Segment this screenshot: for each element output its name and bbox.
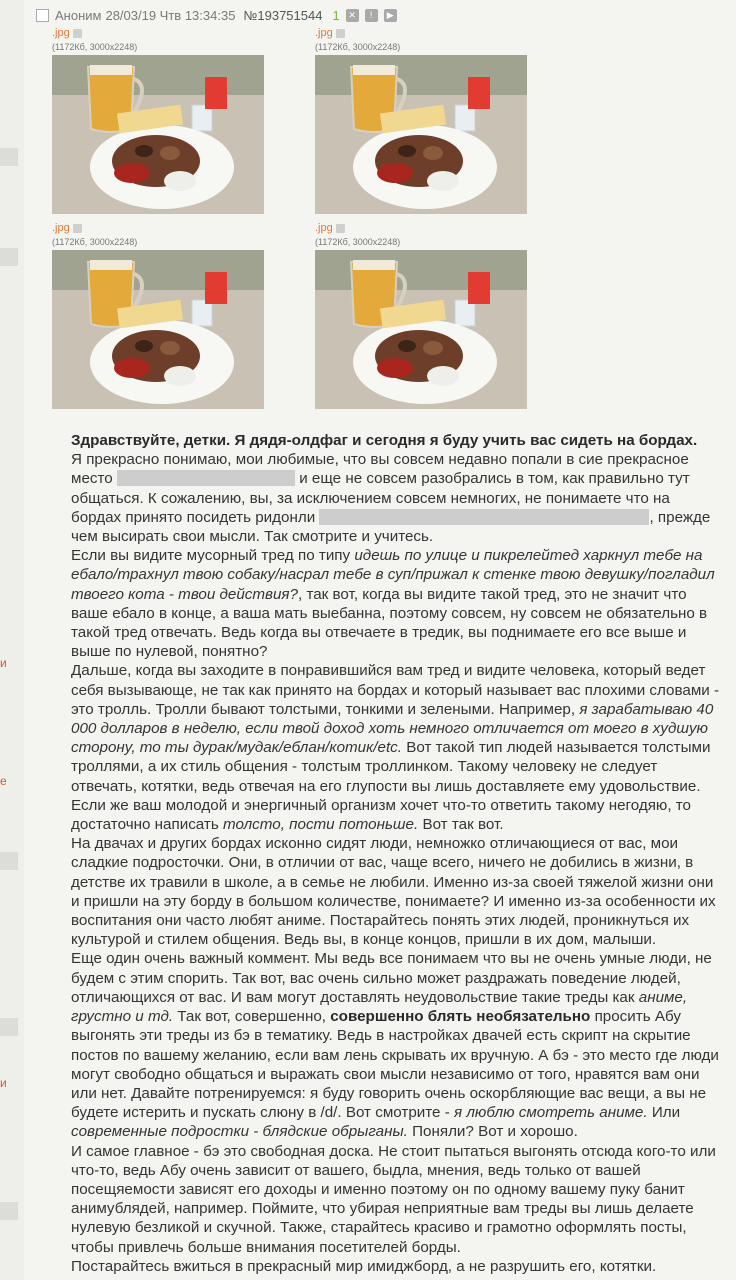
food-photo-image [315, 250, 527, 409]
text-span: прежде чем высирать свои мысли. Так смотрите и учитесь. [71, 508, 711, 546]
attachment [52, 222, 264, 409]
italic-text: современные подростки - блядские обрыганы. [71, 1123, 408, 1141]
post-date: 28/03/19 Чтв 13:34:35 [105, 7, 236, 23]
left-block [0, 852, 18, 870]
attachment-meta: (1172Кб, 3000x2248) [315, 42, 401, 52]
italic-text: я люблю смотреть аниме. [454, 1104, 648, 1122]
search-image-icon[interactable] [73, 224, 82, 233]
post-select-checkbox[interactable] [36, 9, 49, 22]
post-author: Аноним [55, 7, 102, 23]
food-photo-image [52, 55, 264, 214]
post [24, 0, 736, 1280]
text-span: Так вот, совершенно, [177, 1008, 326, 1026]
hide-post-icon[interactable]: ✕ [346, 9, 359, 22]
food-photo-image [315, 55, 527, 214]
left-block [0, 248, 18, 266]
bold-text: совершенно блять необязательно [330, 1008, 591, 1026]
attachment [315, 27, 527, 214]
attachment-filename[interactable]: .jpg [52, 222, 70, 234]
left-fragment-text: и [0, 1076, 7, 1090]
expand-arrow-icon[interactable]: ▶ [384, 9, 397, 22]
attachment-meta: (1172Кб, 3000x2248) [52, 237, 138, 247]
search-image-icon[interactable] [73, 29, 82, 38]
italic-text: я зарабатываю 40 000 долларов в неделю, если твой доход хоть немного отличается от моего в худшую сторону, то ты дурак/мудак/еблан/котик/etc. [71, 700, 714, 757]
left-block [0, 148, 18, 166]
post-header [36, 7, 397, 23]
italic-text: толсто, пости потоньше. [223, 816, 419, 834]
italic-text: аниме, грустно и тд. [71, 988, 688, 1026]
attachment-thumbnail[interactable] [52, 55, 264, 214]
attachment-thumbnail[interactable] [52, 250, 264, 409]
attachment-thumbnail[interactable] [315, 250, 527, 409]
post-paragraph [71, 949, 721, 1141]
attachment-meta: (1172Кб, 3000x2248) [315, 237, 401, 247]
left-fragment-text: и [0, 656, 7, 670]
attachment-filename[interactable]: .jpg [315, 222, 333, 234]
text-span: и еще не совсем разобрались в том, как правильно тут общаться. К сожалению, вы, за исключением совсем немногих, не понимаете что на бордах принято посидеть ридонли [71, 470, 690, 526]
left-column-fragment [0, 0, 24, 1280]
attachment-meta: (1172Кб, 3000x2248) [52, 42, 138, 52]
post-paragraph [71, 546, 721, 661]
attachment [52, 27, 264, 214]
report-icon[interactable]: ! [365, 9, 378, 22]
attachment-filename[interactable]: .jpg [315, 27, 333, 39]
spoiler[interactable] [117, 470, 295, 486]
search-image-icon[interactable] [336, 224, 345, 233]
italic-text: идешь по улице и пикрелейтед харкнул тебе на ебало/трахнул твою собаку/насрал тебе в суп/прижал к стенке твою девушку/погладил твоего кота - твои действия? [71, 547, 715, 603]
text-span: Поняли? Вот и хорошо. [412, 1123, 578, 1141]
reply-count[interactable]: 1 [332, 7, 340, 23]
text-span: Или [651, 1104, 681, 1122]
post-paragraph [71, 661, 721, 834]
post-paragraph: Постарайтесь вжиться в прекрасный мир имиджборд, а не разрушить его, котятки. [71, 1257, 657, 1275]
text-span: Если вы видите мусорный тред по типу [71, 547, 351, 565]
text-span: , [649, 508, 654, 526]
search-image-icon[interactable] [336, 29, 345, 38]
text-span: Вот так вот. [422, 816, 504, 834]
left-fragment-text: е [0, 774, 7, 788]
post-paragraph [71, 450, 721, 546]
text-span: , так вот, когда вы видите такой тред, это не значит что ваше ебало в конце, а ваша мать выебанна, поэтому совсем, ну совсем не обязательно в такой тред отвечать. Ведь когда вы отвечаете в тредик, вы поднимаете его все выше и выше по нулевой, понятно? [71, 585, 708, 661]
text-span: Вот такой тип людей называется толстыми троллями, а их стиль общения - толстым троллинком. Такому человеку не следует отвечать, котятки, ведь отвечая на его глупости вы лишь доставляете ему удовольствие. Если же ваш молодой и энергичный организм хочет что-то ответить такому негодяю, то достаточно написать [71, 739, 711, 834]
attachment [315, 222, 527, 409]
attachment-filename[interactable]: .jpg [52, 27, 70, 39]
text-span: просить Абу выгонять эти треды из бэ в тематику. Ведь в настройках двачей есть скрипт на скрытие постов по вашему желанию, если вам лень скрывать их вручную. А бэ - это место где люди могут свободно общаться и выражать свои мысли независимо от того, нравятся вам они или нет. Давайте потренируемся: я буду говорить очень оскорбляющие вас вещи, а вы не будете истерить и пускать слюну в /d/. Вот смотрите - [71, 1008, 719, 1122]
post-paragraph: На двачах и других бордах исконно сидят люди, немножко отличающиеся от вас, мои сладкие подросточки. Они, в отличии от вас, чаще всего, ничего не добились в жизни, в детстве их травили в школе, а в семье не любили. Именно из-за своей тяжелой жизни они и пришли на эту борду в большом количестве, понимаете? И именно из-за особенности их воспитания они часто любят аниме. Постарайтесь понять этих людей, проникнуться их культурой и стилем общения. Ведь вы, в конце концов, пришли в их дом, малыши. [71, 835, 716, 949]
post-heading: Здравствуйте, детки. Я дядя-олдфаг и сегодня я буду учить вас сидеть на бордах. [71, 432, 698, 449]
spoiler[interactable] [319, 509, 649, 525]
attachment-thumbnail[interactable] [315, 55, 527, 214]
post-body [71, 431, 721, 1276]
left-block [0, 1018, 18, 1036]
left-block [0, 1202, 18, 1220]
text-span: Я прекрасно понимаю, мои любимые, что вы совсем недавно попали в сие прекрасное место [71, 451, 689, 488]
post-number-link[interactable]: №193751544 [243, 7, 323, 23]
text-span: Дальше, когда вы заходите в понравившийся вам тред и видите человека, который ведет себя вызывающе, не так как принято на бордах и который называет вас плохими словами - это тролль. Тролли бывают толстыми, тонкими и зелеными. Например, [71, 662, 720, 718]
text-span: Еще один очень важный коммент. Мы ведь все понимаем что вы не очень умные люди, не будем с этим спорить. Так вот, вас очень сильно может раздражать поведение людей, отличающихся от вас. И вам могут доставлять неудовольствие такие треды как [71, 950, 712, 1006]
post-paragraph [71, 431, 721, 450]
post-paragraph: И самое главное - бэ это свободная доска. Не стоит пытаться выгонять отсюда кого-то или что-то, ведь Абу очень зависит от вашего, быдла, мнения, ведь только от вашей посещяемости зависят его доходы и именно поэтому он по одному вашему пуку банит анимублядей, например. Поймите, что убирая неприятные вам треды вы лишь делаете нулевую безликой и скучной. Также, старайтесь красиво и грамотно оформлять посты, чтобы привлечь больше внимания посетителей борды. [71, 1142, 716, 1256]
food-photo-image [52, 250, 264, 409]
